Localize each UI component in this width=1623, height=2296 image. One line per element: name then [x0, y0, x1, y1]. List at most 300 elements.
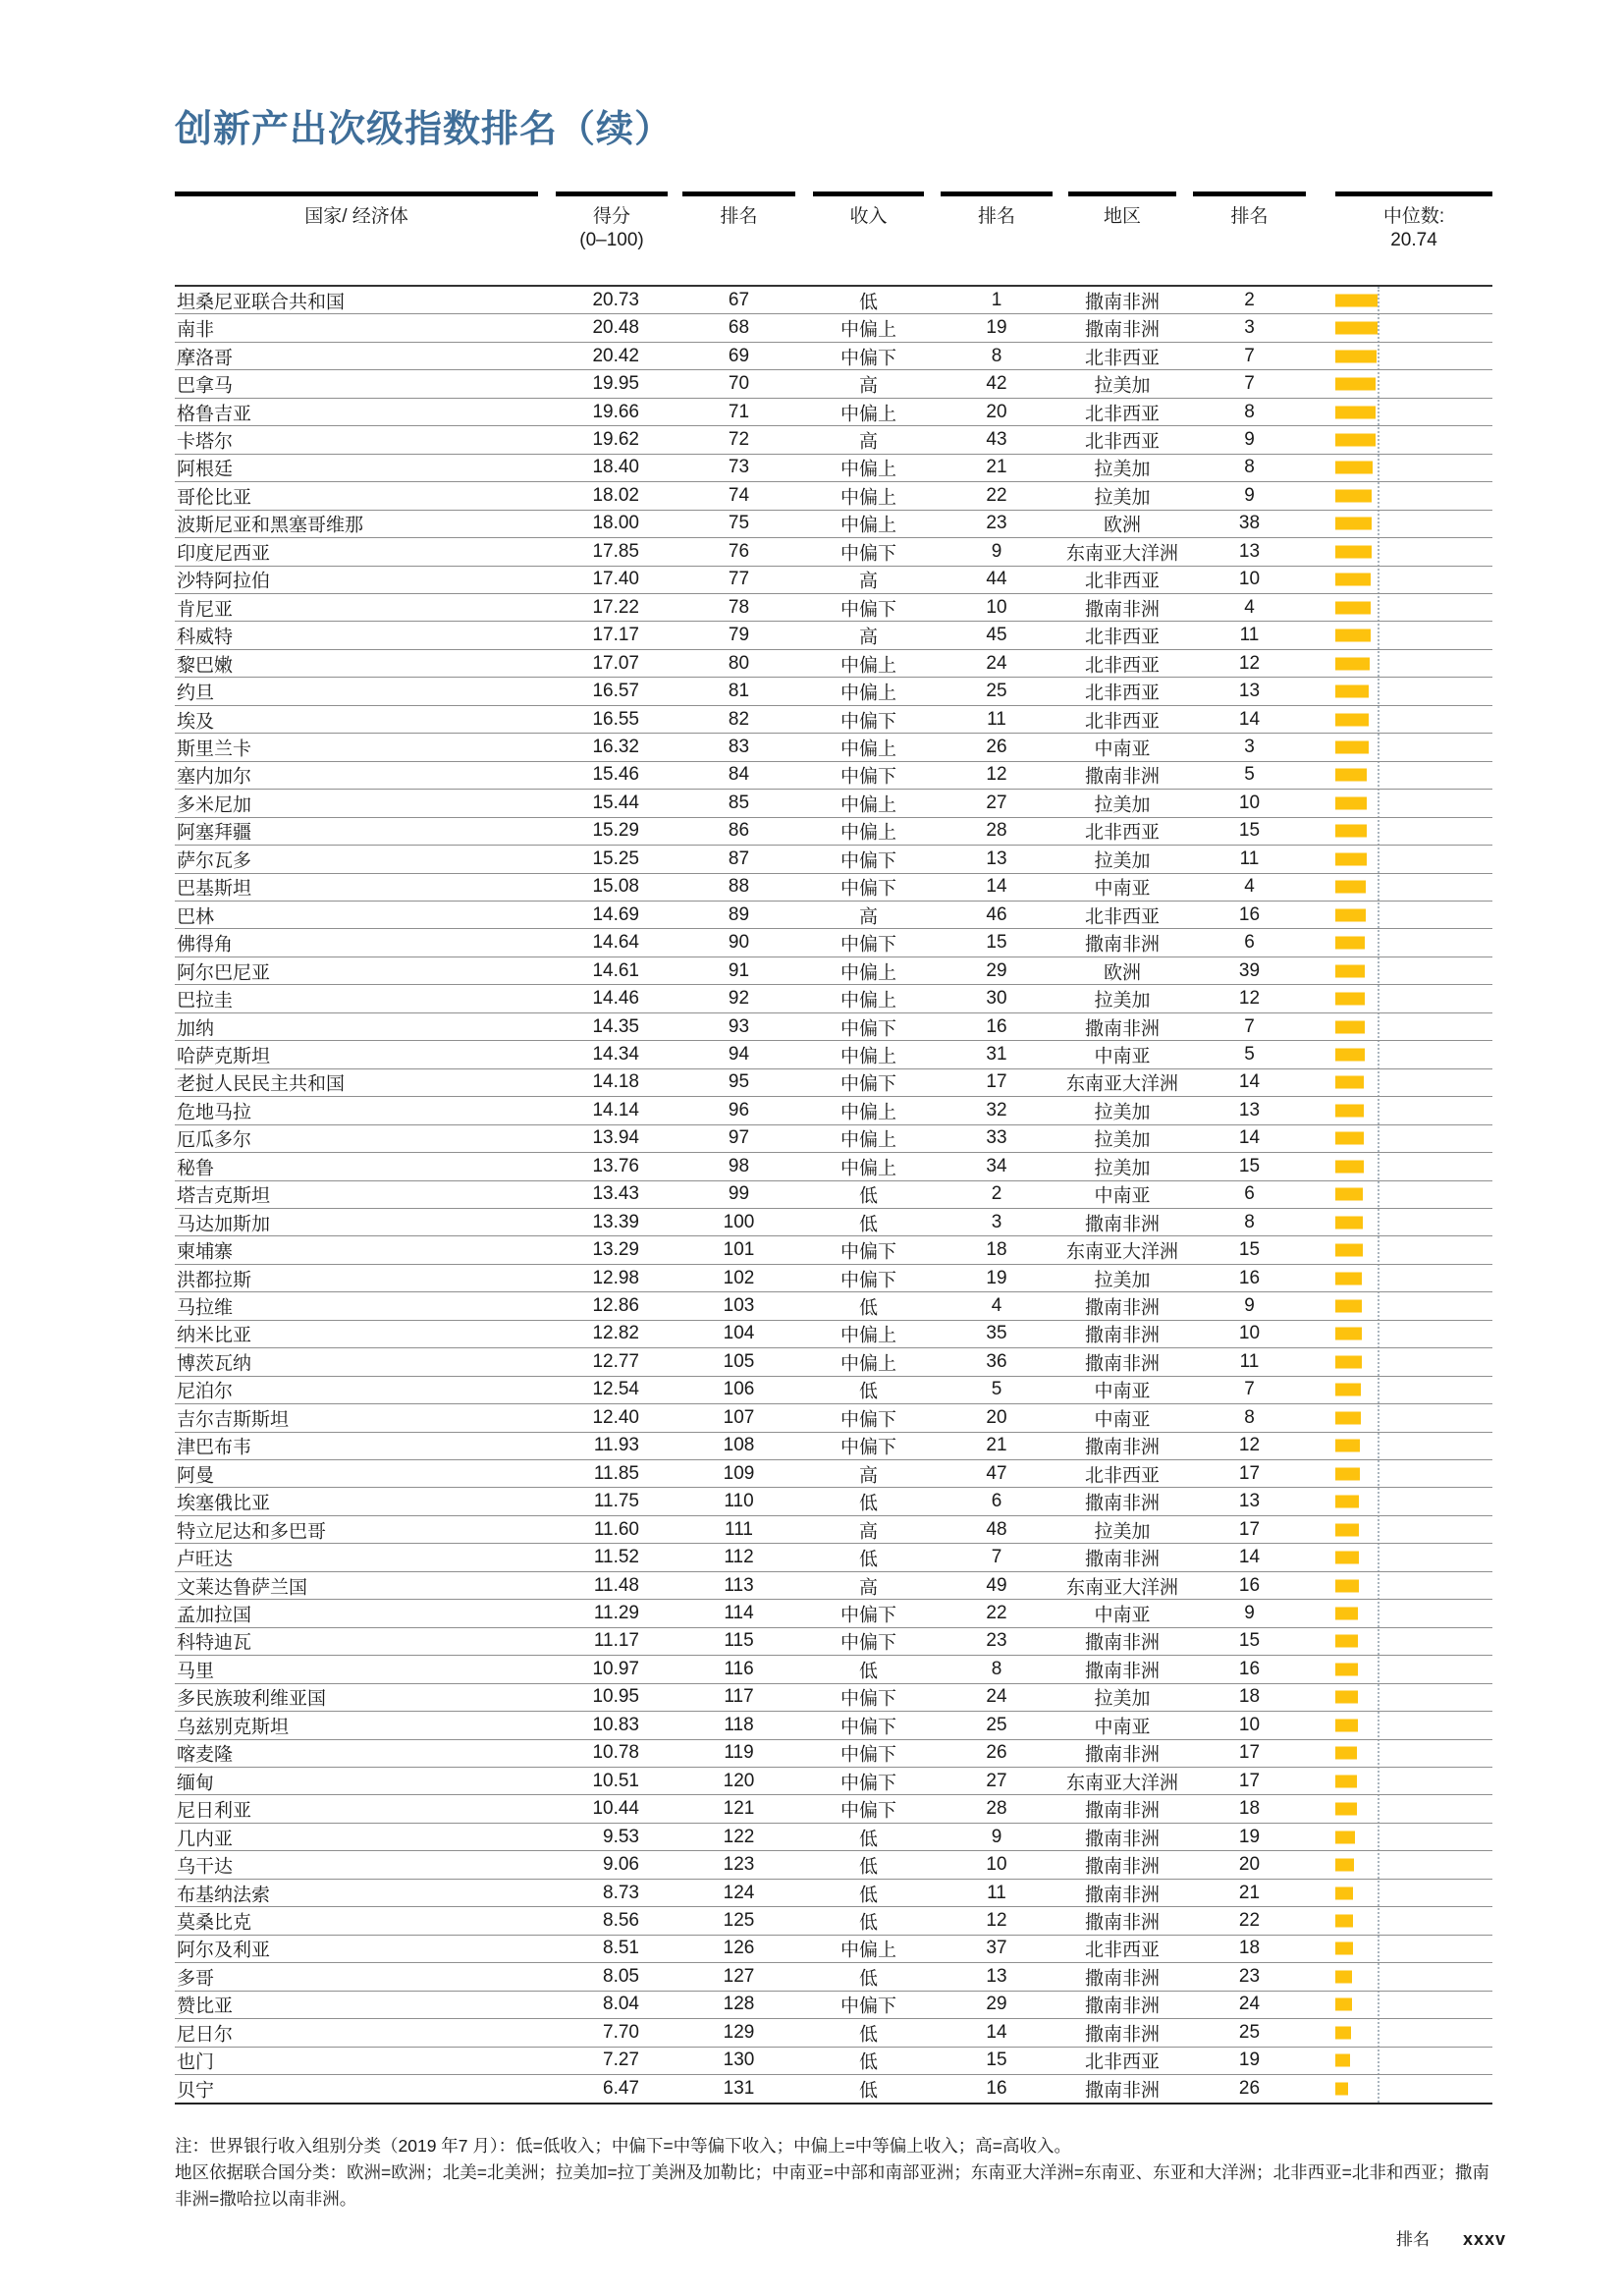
country-cell: 阿塞拜疆	[177, 822, 252, 844]
region-rank-cell: 8	[1244, 401, 1255, 422]
score-bar	[1335, 964, 1365, 977]
region-cell: 北非西亚	[1084, 1940, 1160, 1961]
score-cell: 14.34	[592, 1043, 639, 1065]
table-row	[175, 706, 1492, 734]
table-body	[175, 285, 1492, 2105]
table-row	[175, 985, 1492, 1012]
rank-cell: 93	[728, 1015, 750, 1037]
country-cell: 纳米比亚	[177, 1325, 252, 1346]
rank-cell: 126	[723, 1938, 755, 1959]
table-row	[175, 1851, 1492, 1879]
country-cell: 阿曼	[177, 1465, 215, 1487]
income-group-cell: 中偏下	[839, 1800, 896, 1822]
rank-cell: 130	[723, 2050, 755, 2071]
score-bar	[1335, 2083, 1348, 2096]
score-cell: 14.46	[592, 988, 639, 1010]
score-bar	[1335, 1859, 1354, 1872]
score-bar	[1335, 1160, 1364, 1173]
income-group-cell: 低	[858, 2024, 878, 2046]
score-bar	[1335, 937, 1365, 950]
score-bar	[1335, 1998, 1352, 2011]
table-row	[175, 1768, 1492, 1795]
score-bar	[1335, 993, 1365, 1006]
score-bar	[1335, 657, 1370, 670]
region-cell: 中南亚	[1094, 1409, 1151, 1431]
score-bar	[1335, 713, 1369, 726]
score-cell: 13.76	[592, 1155, 639, 1176]
income-group-cell: 中偏上	[839, 1129, 896, 1151]
region-cell: 北非西亚	[1084, 571, 1160, 592]
region-rank-cell: 15	[1238, 1155, 1261, 1176]
region-cell: 撒南非洲	[1084, 1661, 1160, 1682]
region-rank-cell: 18	[1238, 1686, 1261, 1708]
score-cell: 10.97	[592, 1658, 639, 1679]
country-cell: 布基纳法索	[177, 1885, 271, 1906]
region-rank-cell: 13	[1238, 1099, 1261, 1121]
region-rank-cell: 25	[1238, 2021, 1261, 2043]
table-row	[175, 1936, 1492, 1963]
income-group-cell: 中偏上	[839, 1158, 896, 1179]
rank-cell: 124	[723, 1882, 755, 1903]
region-rank-cell: 24	[1238, 1994, 1261, 2015]
header-score: 得分 (0–100)	[556, 191, 668, 252]
region-cell: 中南亚	[1094, 878, 1151, 900]
country-cell: 阿尔及利亚	[177, 1940, 271, 1961]
region-cell: 北非西亚	[1084, 655, 1160, 677]
region-cell: 拉美加	[1094, 1158, 1151, 1179]
country-cell: 特立尼达和多巴哥	[177, 1521, 327, 1543]
region-cell: 欧洲	[1103, 515, 1141, 536]
score-bar	[1335, 489, 1372, 502]
income-rank-cell: 3	[991, 1211, 1002, 1232]
income-rank-cell: 29	[986, 1994, 1007, 2015]
rank-cell: 85	[728, 792, 750, 813]
income-group-cell: 低	[858, 1381, 878, 1402]
score-cell: 7.27	[603, 2050, 639, 2071]
table-row	[175, 1544, 1492, 1571]
country-cell: 塞内加尔	[177, 766, 252, 788]
score-bar	[1335, 1552, 1359, 1564]
income-rank-cell: 25	[986, 681, 1007, 702]
region-rank-cell: 4	[1244, 876, 1255, 898]
score-cell: 17.07	[592, 652, 639, 674]
score-cell: 11.93	[593, 1435, 639, 1456]
score-bar	[1335, 545, 1372, 558]
region-rank-cell: 10	[1238, 1323, 1261, 1344]
income-group-cell: 高	[858, 431, 878, 453]
rank-cell: 73	[728, 457, 750, 478]
country-cell: 摩洛哥	[177, 348, 234, 369]
region-cell: 拉美加	[1094, 1270, 1151, 1291]
rank-cell: 70	[728, 373, 750, 395]
score-bar	[1335, 881, 1366, 894]
region-cell: 北非西亚	[1084, 711, 1160, 733]
income-rank-cell: 27	[986, 1770, 1007, 1791]
region-cell: 拉美加	[1094, 1129, 1151, 1151]
score-bar	[1335, 406, 1376, 418]
income-group-cell: 低	[858, 1297, 878, 1319]
header-income: 收入	[813, 191, 924, 229]
header-rank: 排名	[682, 191, 795, 229]
rank-cell: 101	[723, 1239, 755, 1261]
region-rank-cell: 9	[1244, 1603, 1255, 1624]
rank-cell: 80	[728, 652, 750, 674]
income-rank-cell: 7	[991, 1547, 1002, 1568]
score-bar	[1335, 1719, 1358, 1731]
income-group-cell: 低	[858, 2080, 878, 2102]
score-cell: 12.40	[592, 1406, 639, 1428]
rank-cell: 82	[728, 708, 750, 730]
region-rank-cell: 5	[1244, 764, 1255, 786]
score-cell: 12.77	[592, 1350, 639, 1372]
rank-cell: 129	[723, 2021, 755, 2043]
region-cell: 撒南非洲	[1084, 1968, 1160, 1990]
income-rank-cell: 15	[986, 932, 1007, 954]
income-rank-cell: 49	[986, 1574, 1007, 1596]
income-rank-cell: 9	[991, 540, 1002, 562]
header-region: 地区	[1068, 191, 1176, 229]
income-rank-cell: 33	[986, 1127, 1007, 1149]
table-row	[175, 678, 1492, 705]
rank-cell: 107	[723, 1406, 755, 1428]
page-number: xxxv	[1463, 2229, 1507, 2249]
rank-cell: 91	[728, 959, 750, 981]
region-cell: 拉美加	[1094, 850, 1151, 872]
region-rank-cell: 16	[1238, 1267, 1261, 1288]
income-rank-cell: 17	[986, 1071, 1007, 1093]
rank-cell: 127	[723, 1965, 755, 1987]
region-cell: 撒南非洲	[1084, 1885, 1160, 1906]
table-row	[175, 1963, 1492, 1991]
score-bar	[1335, 433, 1376, 446]
region-rank-cell: 15	[1238, 820, 1261, 842]
income-rank-cell: 34	[986, 1155, 1007, 1176]
region-rank-cell: 19	[1238, 1826, 1261, 1847]
score-bar	[1335, 462, 1373, 474]
region-cell: 中南亚	[1094, 1046, 1151, 1067]
table-row	[175, 1321, 1492, 1348]
rank-cell: 110	[724, 1491, 754, 1512]
income-group-cell: 中偏上	[839, 794, 896, 816]
income-rank-cell: 11	[987, 708, 1006, 730]
table-row	[175, 1488, 1492, 1515]
country-cell: 尼泊尔	[177, 1381, 234, 1402]
score-cell: 15.08	[592, 876, 639, 898]
table-row	[175, 734, 1492, 761]
country-cell: 加纳	[177, 1018, 215, 1039]
income-group-cell: 低	[858, 1661, 878, 1682]
score-cell: 16.55	[592, 708, 639, 730]
region-rank-cell: 18	[1238, 1798, 1261, 1820]
table-row	[175, 1292, 1492, 1320]
rank-cell: 108	[723, 1435, 755, 1456]
income-group-cell: 中偏上	[839, 459, 896, 480]
income-group-cell: 中偏上	[839, 990, 896, 1011]
income-rank-cell: 4	[991, 1295, 1002, 1317]
score-cell: 8.04	[603, 1994, 639, 2015]
country-cell: 巴拿马	[177, 375, 234, 397]
income-group-cell: 中偏上	[839, 319, 896, 341]
country-cell: 厄瓜多尔	[177, 1129, 252, 1151]
income-group-cell: 中偏下	[839, 1773, 896, 1794]
country-cell: 危地马拉	[177, 1102, 252, 1123]
region-rank-cell: 6	[1244, 1183, 1255, 1205]
rank-cell: 67	[728, 289, 750, 310]
income-group-cell: 低	[858, 1912, 878, 1934]
score-cell: 17.17	[592, 625, 639, 646]
region-rank-cell: 13	[1238, 1491, 1261, 1512]
region-rank-cell: 9	[1244, 484, 1255, 506]
score-bar	[1335, 1328, 1362, 1340]
score-cell: 8.05	[603, 1965, 639, 1987]
table-row	[175, 2048, 1492, 2075]
table-row	[175, 1516, 1492, 1544]
country-cell: 巴林	[177, 906, 215, 928]
table-row	[175, 1907, 1492, 1935]
country-cell: 老挝人民民主共和国	[177, 1073, 346, 1095]
score-bar	[1335, 1775, 1357, 1787]
score-cell: 12.86	[592, 1295, 639, 1317]
income-group-cell: 中偏下	[839, 1270, 896, 1291]
country-cell: 斯里兰卡	[177, 738, 252, 760]
table-row	[175, 511, 1492, 538]
income-group-cell: 中偏下	[839, 934, 896, 956]
score-bar	[1335, 2026, 1351, 2039]
region-cell: 东南亚大洋洲	[1065, 1577, 1178, 1599]
income-group-cell: 中偏下	[839, 1995, 896, 2017]
rank-cell: 125	[723, 1910, 755, 1931]
rank-cell: 81	[728, 681, 750, 702]
score-cell: 11.17	[593, 1630, 639, 1652]
score-cell: 9.53	[603, 1826, 639, 1847]
region-cell: 拉美加	[1094, 459, 1151, 480]
country-cell: 尼日尔	[177, 2024, 234, 2046]
region-rank-cell: 12	[1238, 1435, 1261, 1456]
income-rank-cell: 23	[986, 1630, 1007, 1652]
score-cell: 12.98	[592, 1267, 639, 1288]
region-rank-cell: 12	[1238, 652, 1261, 674]
region-rank-cell: 13	[1238, 681, 1261, 702]
region-cell: 撒南非洲	[1084, 1437, 1160, 1458]
region-cell: 撒南非洲	[1084, 1912, 1160, 1934]
income-group-cell: 中偏下	[839, 1409, 896, 1431]
score-cell: 12.82	[592, 1323, 639, 1344]
income-rank-cell: 5	[991, 1379, 1002, 1400]
region-cell: 中南亚	[1094, 1381, 1151, 1402]
table-row	[175, 2019, 1492, 2047]
score-cell: 20.48	[592, 317, 639, 339]
score-cell: 10.95	[592, 1686, 639, 1708]
score-cell: 11.60	[593, 1518, 639, 1540]
region-cell: 撒南非洲	[1084, 1995, 1160, 2017]
income-rank-cell: 46	[986, 903, 1007, 925]
country-cell: 卢旺达	[177, 1549, 234, 1570]
income-group-cell: 高	[858, 1465, 878, 1487]
region-cell: 撒南非洲	[1084, 292, 1160, 313]
table-row	[175, 1125, 1492, 1153]
table-row	[175, 1684, 1492, 1712]
income-rank-cell: 25	[986, 1714, 1007, 1735]
rank-cell: 114	[724, 1603, 754, 1624]
country-cell: 巴基斯坦	[177, 878, 252, 900]
income-rank-cell: 26	[986, 736, 1007, 757]
income-rank-cell: 21	[986, 1435, 1007, 1456]
country-cell: 文莱达鲁萨兰国	[177, 1577, 308, 1599]
table-row	[175, 594, 1492, 622]
region-cell: 北非西亚	[1084, 404, 1160, 425]
income-rank-cell: 14	[986, 2021, 1007, 2043]
income-group-cell: 中偏上	[839, 487, 896, 509]
rank-cell: 103	[723, 1295, 755, 1317]
income-group-cell: 中偏上	[839, 1102, 896, 1123]
income-rank-cell: 22	[986, 484, 1007, 506]
rank-cell: 117	[724, 1686, 754, 1708]
income-rank-cell: 12	[986, 764, 1007, 786]
income-group-cell: 低	[858, 1549, 878, 1570]
region-rank-cell: 11	[1239, 1350, 1260, 1372]
region-rank-cell: 10	[1238, 569, 1261, 590]
score-bar	[1335, 378, 1376, 391]
income-rank-cell: 45	[986, 625, 1007, 646]
score-cell: 18.02	[592, 484, 639, 506]
region-cell: 拉美加	[1094, 1102, 1151, 1123]
table-row	[175, 874, 1492, 902]
income-rank-cell: 31	[986, 1043, 1007, 1065]
region-rank-cell: 23	[1238, 1965, 1261, 1987]
score-bar	[1335, 1803, 1357, 1816]
region-rank-cell: 7	[1244, 1379, 1255, 1400]
score-cell: 20.42	[592, 345, 639, 366]
income-group-cell: 中偏上	[839, 1046, 896, 1067]
region-cell: 北非西亚	[1084, 906, 1160, 928]
region-cell: 撒南非洲	[1084, 934, 1160, 956]
score-bar	[1335, 1300, 1362, 1313]
score-cell: 17.85	[592, 540, 639, 562]
income-rank-cell: 2	[991, 1183, 1002, 1205]
income-rank-cell: 13	[986, 847, 1007, 869]
region-rank-cell: 10	[1238, 1714, 1261, 1735]
footnote-region: 地区依据联合国分类：欧洲=欧洲；北美=北美洲；拉美加=拉丁美洲及加勒比；中南亚=中部和南部亚洲；东南亚大洋洲=东南亚、东亚和大洋洲；北非西亚=北非和西亚；撒南非洲=撒哈拉以南非洲。	[175, 2162, 1489, 2209]
region-rank-cell: 14	[1238, 1071, 1261, 1093]
region-rank-cell: 21	[1238, 1882, 1261, 1903]
region-rank-cell: 6	[1244, 932, 1255, 954]
region-rank-cell: 15	[1238, 1630, 1261, 1652]
income-rank-cell: 12	[986, 1910, 1007, 1931]
income-group-cell: 中偏下	[839, 850, 896, 872]
score-bar	[1335, 1411, 1361, 1424]
score-bar	[1335, 1608, 1358, 1620]
region-cell: 北非西亚	[1084, 348, 1160, 369]
rank-cell: 106	[723, 1379, 755, 1400]
table-row	[175, 287, 1492, 314]
table-row	[175, 482, 1492, 510]
rank-cell: 71	[728, 401, 750, 422]
region-cell: 撒南非洲	[1084, 1744, 1160, 1766]
region-rank-cell: 16	[1238, 1574, 1261, 1596]
header-median: 中位数: 20.74	[1335, 191, 1492, 252]
income-rank-cell: 16	[986, 2078, 1007, 2100]
rank-cell: 90	[728, 932, 750, 954]
country-cell: 柬埔寨	[177, 1241, 234, 1263]
rank-cell: 69	[728, 345, 750, 366]
country-cell: 格鲁吉亚	[177, 404, 252, 425]
region-cell: 欧洲	[1103, 962, 1141, 984]
score-bar	[1335, 1970, 1352, 1983]
table-row	[175, 1460, 1492, 1488]
region-cell: 撒南非洲	[1084, 1493, 1160, 1514]
table-row	[175, 538, 1492, 566]
income-group-cell: 中偏上	[839, 822, 896, 844]
rank-cell: 121	[723, 1798, 755, 1820]
region-rank-cell: 19	[1238, 2050, 1261, 2071]
income-rank-cell: 48	[986, 1518, 1007, 1540]
country-cell: 赞比亚	[177, 1995, 234, 2017]
score-bar	[1335, 1886, 1353, 1899]
region-cell: 中南亚	[1094, 738, 1151, 760]
income-rank-cell: 36	[986, 1350, 1007, 1372]
table-row	[175, 1600, 1492, 1627]
country-cell: 埃塞俄比亚	[177, 1493, 271, 1514]
income-rank-cell: 32	[986, 1099, 1007, 1121]
score-bar	[1335, 852, 1367, 865]
score-cell: 15.29	[592, 820, 639, 842]
region-cell: 中南亚	[1094, 1605, 1151, 1626]
score-cell: 14.14	[592, 1099, 639, 1121]
rank-cell: 112	[724, 1547, 754, 1568]
country-cell: 肯尼亚	[177, 599, 234, 621]
score-bar	[1335, 1355, 1362, 1368]
rank-cell: 99	[728, 1183, 750, 1205]
table-row	[175, 426, 1492, 454]
country-cell: 萨尔瓦多	[177, 850, 252, 872]
score-cell: 14.35	[592, 1015, 639, 1037]
table-row	[175, 1097, 1492, 1124]
score-cell: 7.70	[603, 2021, 639, 2043]
income-rank-cell: 13	[986, 1965, 1007, 1987]
country-cell: 马拉维	[177, 1297, 234, 1319]
income-group-cell: 中偏下	[839, 599, 896, 621]
country-cell: 莫桑比克	[177, 1912, 252, 1934]
score-cell: 10.83	[592, 1714, 639, 1735]
region-rank-cell: 11	[1239, 625, 1260, 646]
income-rank-cell: 35	[986, 1323, 1007, 1344]
score-bar	[1335, 1020, 1365, 1033]
table-row	[175, 1153, 1492, 1180]
country-cell: 哈萨克斯坦	[177, 1046, 271, 1067]
score-bar	[1335, 1523, 1359, 1536]
table-row	[175, 343, 1492, 370]
region-rank-cell: 16	[1238, 903, 1261, 925]
region-cell: 拉美加	[1094, 794, 1151, 816]
income-rank-cell: 37	[986, 1938, 1007, 1959]
income-group-cell: 中偏上	[839, 1325, 896, 1346]
header-country: 国家/ 经济体	[175, 191, 538, 229]
region-cell: 北非西亚	[1084, 683, 1160, 704]
score-cell: 11.52	[593, 1547, 639, 1568]
country-cell: 马达加斯加	[177, 1214, 271, 1235]
country-cell: 博茨瓦纳	[177, 1353, 252, 1375]
country-cell: 贝宁	[177, 2080, 215, 2102]
income-rank-cell: 20	[986, 401, 1007, 422]
score-cell: 12.54	[592, 1379, 639, 1400]
region-cell: 撒南非洲	[1084, 1549, 1160, 1570]
income-group-cell: 低	[858, 1885, 878, 1906]
score-cell: 13.29	[592, 1239, 639, 1261]
rank-cell: 116	[724, 1658, 754, 1679]
income-group-cell: 高	[858, 906, 878, 928]
region-cell: 北非西亚	[1084, 627, 1160, 648]
score-bar	[1335, 1076, 1364, 1089]
